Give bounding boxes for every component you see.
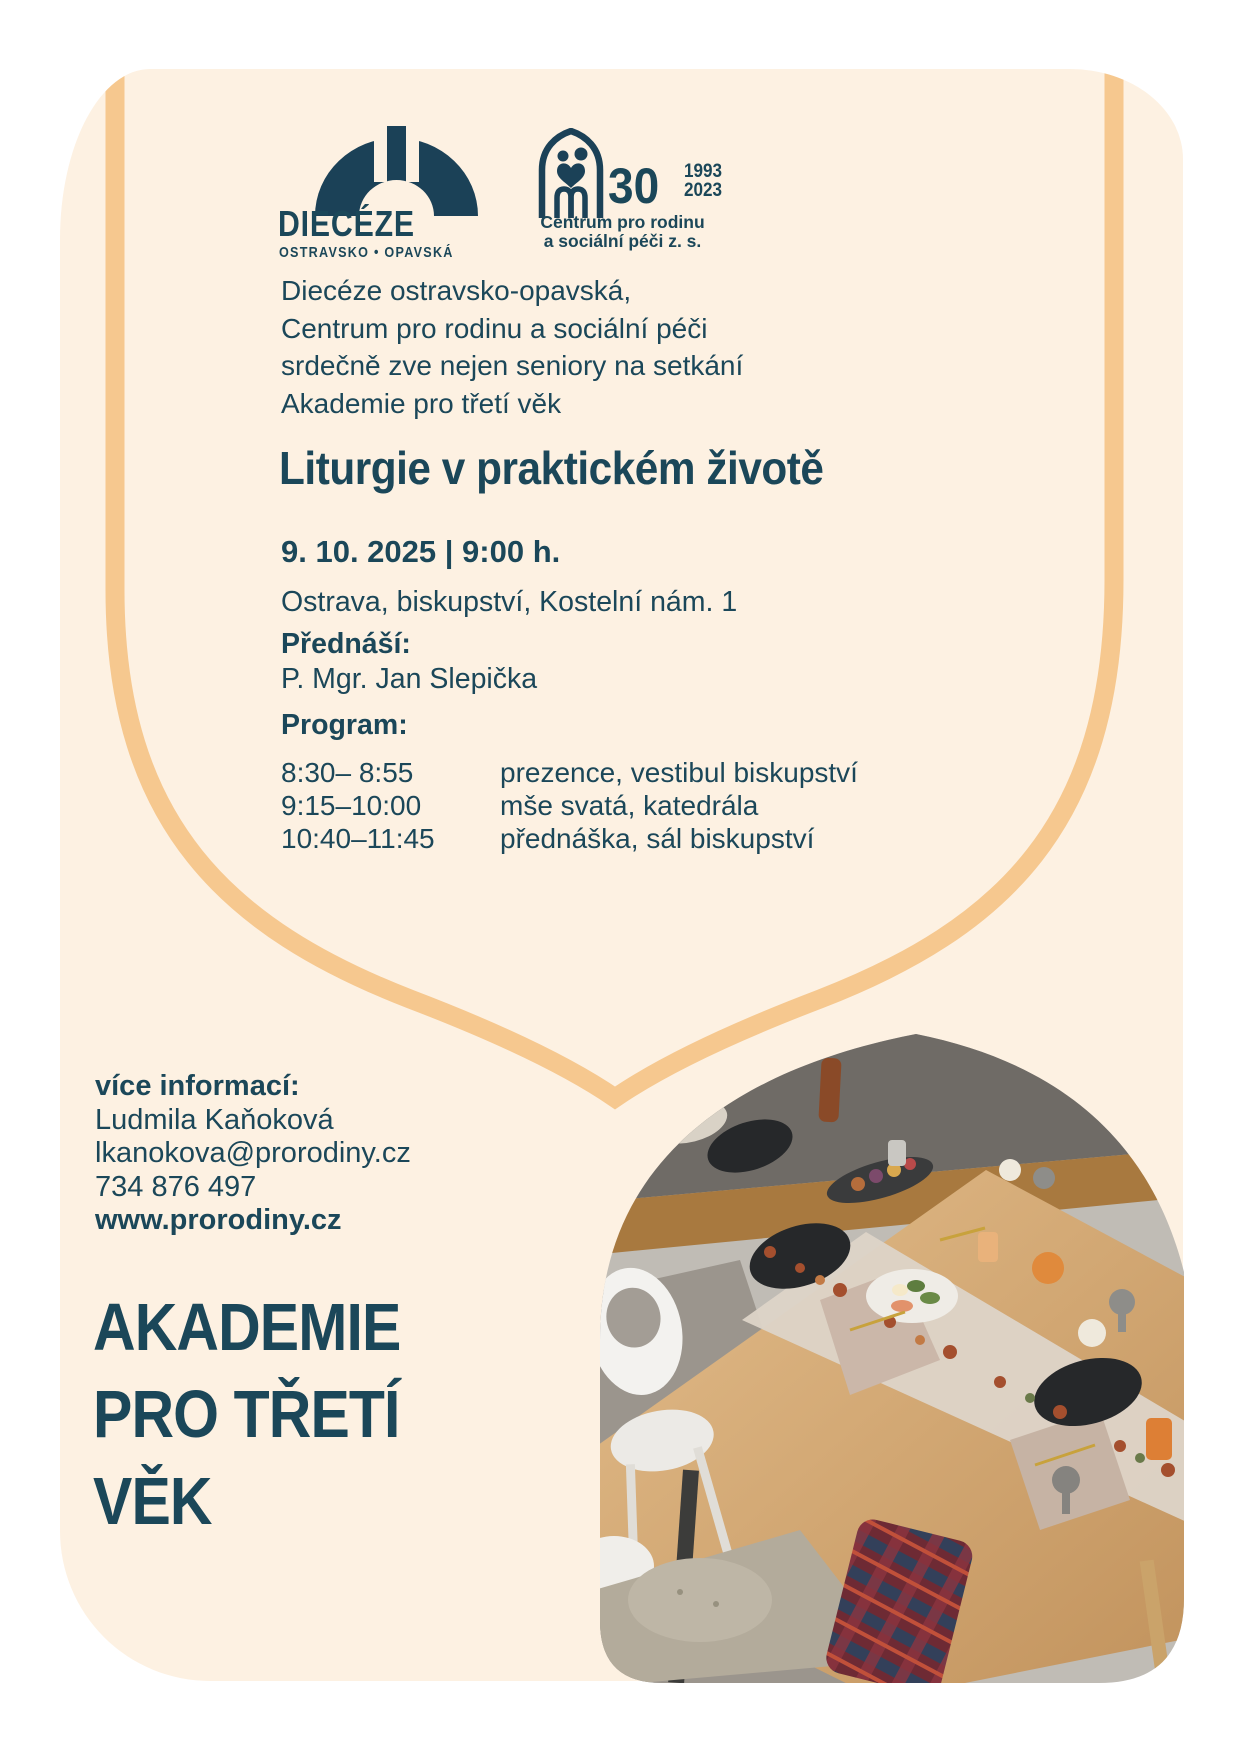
centrum-logo-name-line2: a sociální péči z. s. [543,230,702,251]
program-row [281,756,858,789]
anniversary-number: 30 [608,158,660,214]
anniversary-years [684,162,722,200]
contact-website-link[interactable]: www.prorodiny.cz [95,1204,342,1236]
contact-block [95,1070,411,1238]
series-title-line: VĚK [93,1464,212,1539]
diocese-logo-name: DIECÉZE [278,203,415,244]
anniversary-year-to: 2023 [684,180,723,201]
program-activity: přednáška, sál biskupství [500,823,815,854]
program-row [281,822,858,855]
program-time: 9:15–10:00 [281,790,422,821]
event-datetime: 9. 10. 2025 | 9:00 h. [281,534,561,569]
program-row [281,789,858,822]
series-title [93,1284,400,1545]
event-photo [560,1000,1200,1700]
invitation-line: srdečně zve nejen seniory na setkání [281,350,744,381]
invitation-line: Centrum pro rodinu a sociální péči [281,312,708,344]
contact-email-link[interactable]: lkanokova@prorodiny.cz [95,1137,411,1169]
lecturer-name: P. Mgr. Jan Slepička [281,663,538,695]
program-activity: prezence, vestibul biskupství [500,757,858,788]
diocese-logo-subtitle: OSTRAVSKO • OPAVSKÁ [279,244,454,261]
event-title: Liturgie v praktickém životě [279,442,824,494]
contact-label: více informací: [95,1070,300,1102]
centrum-family-window-icon [538,128,604,218]
anniversary-year-from: 1993 [684,161,723,182]
event-location: Ostrava, biskupství, Kostelní nám. 1 [281,586,738,618]
series-title-line: AKADEMIE [93,1290,401,1365]
series-title-line: PRO TŘETÍ [93,1377,400,1452]
program-time: 10:40–11:45 [281,823,435,854]
contact-phone: 734 876 497 [95,1170,257,1203]
centrum-logo-name [520,213,725,250]
program-activity: mše svatá, katedrála [500,790,759,821]
contact-name: Ludmila Kaňoková [95,1103,334,1136]
centrum-logo-name-line1: Centrum pro rodinu [540,212,705,232]
program-schedule [281,756,858,855]
invitation-line: Akademie pro třetí věk [281,387,562,419]
program-time: 8:30– 8:55 [281,757,414,788]
invitation-line: Diecéze ostravsko-opavská, [281,275,632,306]
invitation-text [281,272,743,422]
program-label: Program: [281,709,408,741]
lecturer-label: Přednáší: [281,628,411,660]
